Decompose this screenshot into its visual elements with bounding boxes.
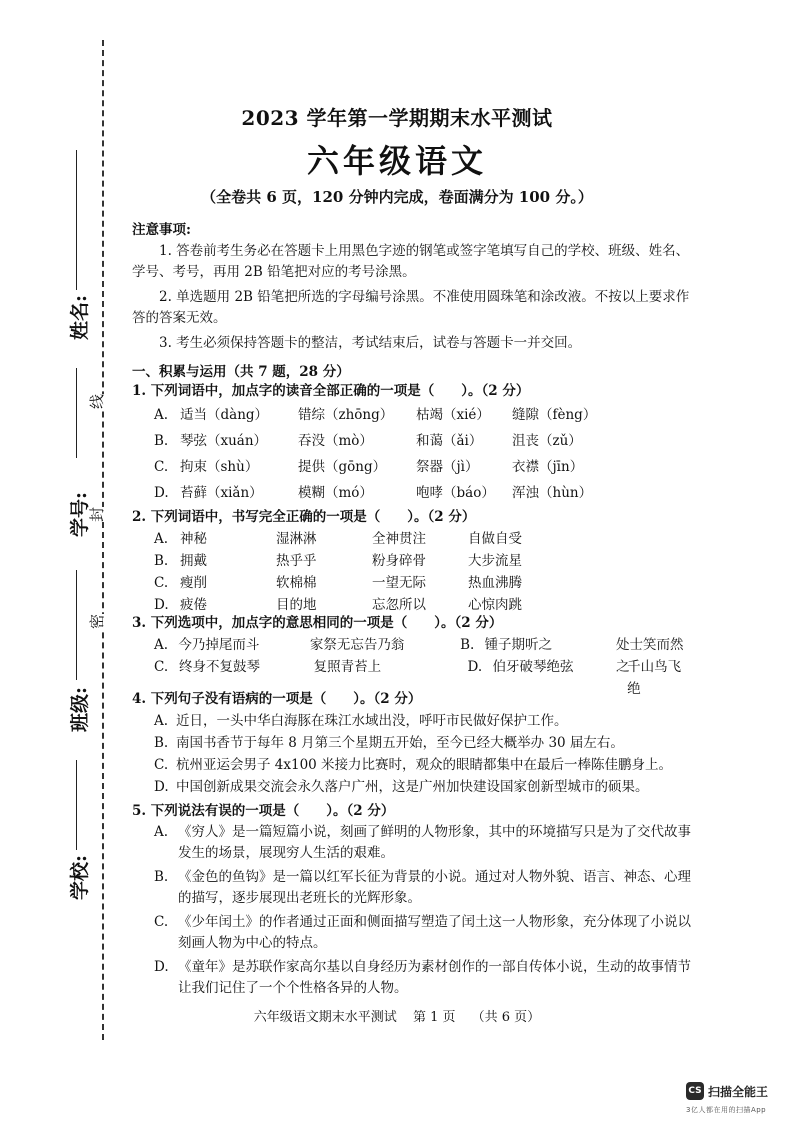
- seal-word-mi: 密: [88, 613, 107, 630]
- option-word: 瘦削: [180, 575, 207, 591]
- option-word: 自做自受: [468, 531, 522, 547]
- seal-word-xian: 线: [88, 393, 107, 410]
- option-word: 吞没（mò）: [298, 433, 373, 449]
- option-letter: A.: [154, 531, 169, 547]
- question-stem: 4. 下列句子没有语病的一项是（ ）。（2 分）: [132, 691, 422, 707]
- option-letter: A.: [154, 713, 169, 729]
- page-footer: [0, 1006, 794, 1025]
- scanner-app-name: 扫描全能王: [708, 1084, 769, 1099]
- question-1: [132, 380, 692, 506]
- option-word: 提供（gōng）: [298, 459, 387, 475]
- option-word: 复照青苔上: [313, 659, 382, 675]
- option-word: 缝隙（fèng）: [512, 407, 597, 423]
- option-row[interactable]: [132, 754, 692, 776]
- footer-page-number: 第 1 页: [412, 1010, 456, 1025]
- option-word: 枯竭（xié）: [416, 407, 490, 423]
- question-3: [132, 612, 692, 697]
- footer-exam-name: 六年级语文期末水平测试: [253, 1010, 397, 1025]
- option-word: 苔藓（xiǎn）: [180, 485, 263, 501]
- option-letter: C.: [154, 757, 169, 773]
- option-word: 适当（dàng）: [180, 407, 269, 423]
- option-text: 《童年》是苏联作家高尔基以自身经历为素材创作的一部自传体小说，生动的故事情节让我们记住了一个个性格各异的人物。: [178, 959, 691, 996]
- option-text: 近日，一头中华白海豚在珠江水域出没，呼吁市民做好保护工作。: [176, 713, 568, 729]
- option-letter: B.: [460, 637, 475, 653]
- option-row[interactable]: [132, 454, 692, 480]
- option-letter: A.: [154, 824, 169, 840]
- option-word: 咆哮（báo）: [416, 485, 495, 501]
- student-id-field-label: 学号:: [69, 491, 92, 538]
- option-word: 处士笑而然之: [615, 637, 684, 675]
- option-letter: B.: [154, 735, 169, 751]
- option-letter: B.: [154, 433, 169, 449]
- option-word: 一望无际: [372, 575, 426, 591]
- option-text: 杭州亚运会男子 4x100 米接力比赛时，观众的眼睛都集中在最后一棒陈佳鹏身上。: [176, 757, 673, 773]
- option-row[interactable]: [132, 428, 692, 454]
- option-row[interactable]: [132, 656, 692, 697]
- option-row[interactable]: [132, 572, 692, 594]
- option-word: 沮丧（zǔ）: [512, 433, 582, 449]
- option-word: 拥戴: [180, 553, 207, 569]
- subject-title: 六年级语文: [306, 142, 487, 180]
- seal-word-feng: 封: [88, 506, 107, 523]
- question-stem: 2. 下列词语中，书写完全正确的一项是（ ）。（2 分）: [132, 509, 476, 525]
- option-letter: A.: [154, 407, 169, 423]
- option-word: 祭器（jì）: [416, 459, 479, 475]
- option-word: 大步流星: [468, 553, 522, 569]
- option-word: 浑浊（hùn）: [512, 485, 593, 501]
- option-word: 热乎乎: [276, 553, 317, 569]
- option-word: 伯牙破琴绝弦: [492, 659, 574, 675]
- option-text: 南国书香节于每年 8 月第三个星期五开始，至今已经大概举办 30 届左右。: [176, 735, 624, 751]
- option-letter: C.: [154, 575, 169, 591]
- option-row[interactable]: [132, 912, 692, 954]
- option-word: 拘束（shù）: [180, 459, 259, 475]
- option-letter: B.: [154, 869, 169, 885]
- option-text: 中国创新成果交流会永久落户广州，这是广州加快建设国家创新型城市的硕果。: [176, 779, 649, 795]
- option-letter: D.: [154, 597, 169, 613]
- notice-item: 3. 考生必须保持答题卡的整洁，考试结束后，试卷与答题卡一并交回。: [159, 335, 582, 351]
- student-id-field-line[interactable]: [76, 368, 77, 458]
- option-text: 《穷人》是一篇短篇小说，刻画了鲜明的人物形象，其中的环境描写只是为了交代故事发生的场景，展现穷人生活的艰难。: [178, 824, 691, 861]
- option-letter: B.: [154, 553, 169, 569]
- option-letter: C.: [154, 914, 169, 930]
- option-row[interactable]: [132, 402, 692, 428]
- option-row[interactable]: [132, 732, 692, 754]
- option-row[interactable]: [132, 528, 692, 550]
- scanner-tagline: 3亿人都在用的扫描App: [686, 1106, 767, 1114]
- option-word: 目的地: [276, 597, 317, 613]
- notice-item: 2. 单选题用 2B 铅笔把所选的字母编号涂黑。不准使用圆珠笔和涂改液。不按以上要求作答的答案无效。: [132, 289, 690, 326]
- option-word: 家祭无忘告乃翁: [309, 637, 405, 653]
- option-word: 错综（zhōng）: [298, 407, 394, 423]
- option-word: 疲倦: [180, 597, 207, 613]
- section-title: 一、积累与运用（共 7 题，28 分）: [132, 364, 350, 380]
- option-row[interactable]: [132, 822, 692, 864]
- question-5: [132, 800, 692, 1002]
- option-letter: C.: [154, 659, 169, 675]
- question-stem: 3. 下列选项中，加点字的意思相同的一项是（ ）。（2 分）: [132, 615, 503, 631]
- option-row[interactable]: [132, 710, 692, 732]
- name-field-label: 姓名:: [69, 294, 92, 341]
- option-word: 衣襟（jīn）: [512, 459, 584, 475]
- camscanner-logo-icon: CS: [686, 1082, 704, 1100]
- option-row[interactable]: [132, 957, 692, 999]
- option-letter: D.: [154, 779, 169, 795]
- option-word: 忘忽所以: [372, 597, 426, 613]
- option-word: 琴弦（xuán）: [180, 433, 268, 449]
- question-stem: 5. 下列说法有误的一项是（ ）。（2 分）: [132, 803, 395, 819]
- option-letter: D.: [154, 485, 169, 501]
- notice-section: [132, 218, 692, 358]
- option-letter: D.: [467, 659, 483, 675]
- question-4: [132, 688, 692, 798]
- option-word: 软棉棉: [276, 575, 317, 591]
- question-stem: 1. 下列词语中，加点字的读音全部正确的一项是（ ）。（2 分）: [132, 383, 530, 399]
- school-field-line[interactable]: [76, 760, 77, 850]
- option-row[interactable]: [132, 550, 692, 572]
- class-field-label: 班级:: [69, 686, 92, 733]
- option-word: 热血沸腾: [468, 575, 522, 591]
- option-word: 终身不复鼓琴: [179, 659, 260, 675]
- option-word: 粉身碎骨: [372, 553, 426, 569]
- option-row[interactable]: [132, 480, 692, 506]
- exam-title: 2023 学年第一学期期末水平测试: [241, 106, 553, 130]
- option-row[interactable]: [132, 776, 692, 798]
- option-letter: C.: [154, 459, 169, 475]
- class-field-line[interactable]: [76, 570, 77, 680]
- option-word: 千山鸟飞绝: [627, 659, 682, 697]
- option-word: 心惊肉跳: [468, 597, 522, 613]
- option-word: 全神贯注: [372, 531, 426, 547]
- option-letter: A.: [154, 637, 169, 653]
- option-word: 锺子期听之: [484, 637, 552, 653]
- option-text: 《金色的鱼钩》是一篇以红军长征为背景的小说。通过对人物外貌、语言、神态、心理的描写，逐步展现出老班长的光辉形象。: [178, 869, 691, 906]
- notice-title: 注意事项:: [132, 222, 191, 238]
- notice-item: 1. 答卷前考生务必在答题卡上用黑色字迹的钢笔或签字笔填写自己的学校、班级、姓名、学号、考号，再用 2B 铅笔把对应的考号涂黑。: [132, 243, 690, 280]
- option-letter: D.: [154, 959, 169, 975]
- option-word: 神秘: [180, 531, 207, 547]
- option-word: 模糊（mó）: [298, 485, 373, 501]
- option-word: 湿淋淋: [276, 531, 317, 547]
- school-field-label: 学校:: [69, 854, 92, 901]
- option-text: 《少年闰土》的作者通过正面和侧面描写塑造了闰土这一人物形象，充分体现了小说以刻画人物为中心的特点。: [178, 914, 691, 951]
- option-row[interactable]: [132, 867, 692, 909]
- option-word: 和蔼（ǎi）: [416, 433, 483, 449]
- question-2: [132, 506, 692, 616]
- option-word: 今乃掉尾而斗: [178, 637, 260, 653]
- footer-total-pages: （共 6 页）: [471, 1010, 541, 1025]
- scanner-watermark: [686, 1082, 768, 1100]
- exam-subtitle: （全卷共 6 页，120 分钟内完成，卷面满分为 100 分。）: [201, 188, 593, 206]
